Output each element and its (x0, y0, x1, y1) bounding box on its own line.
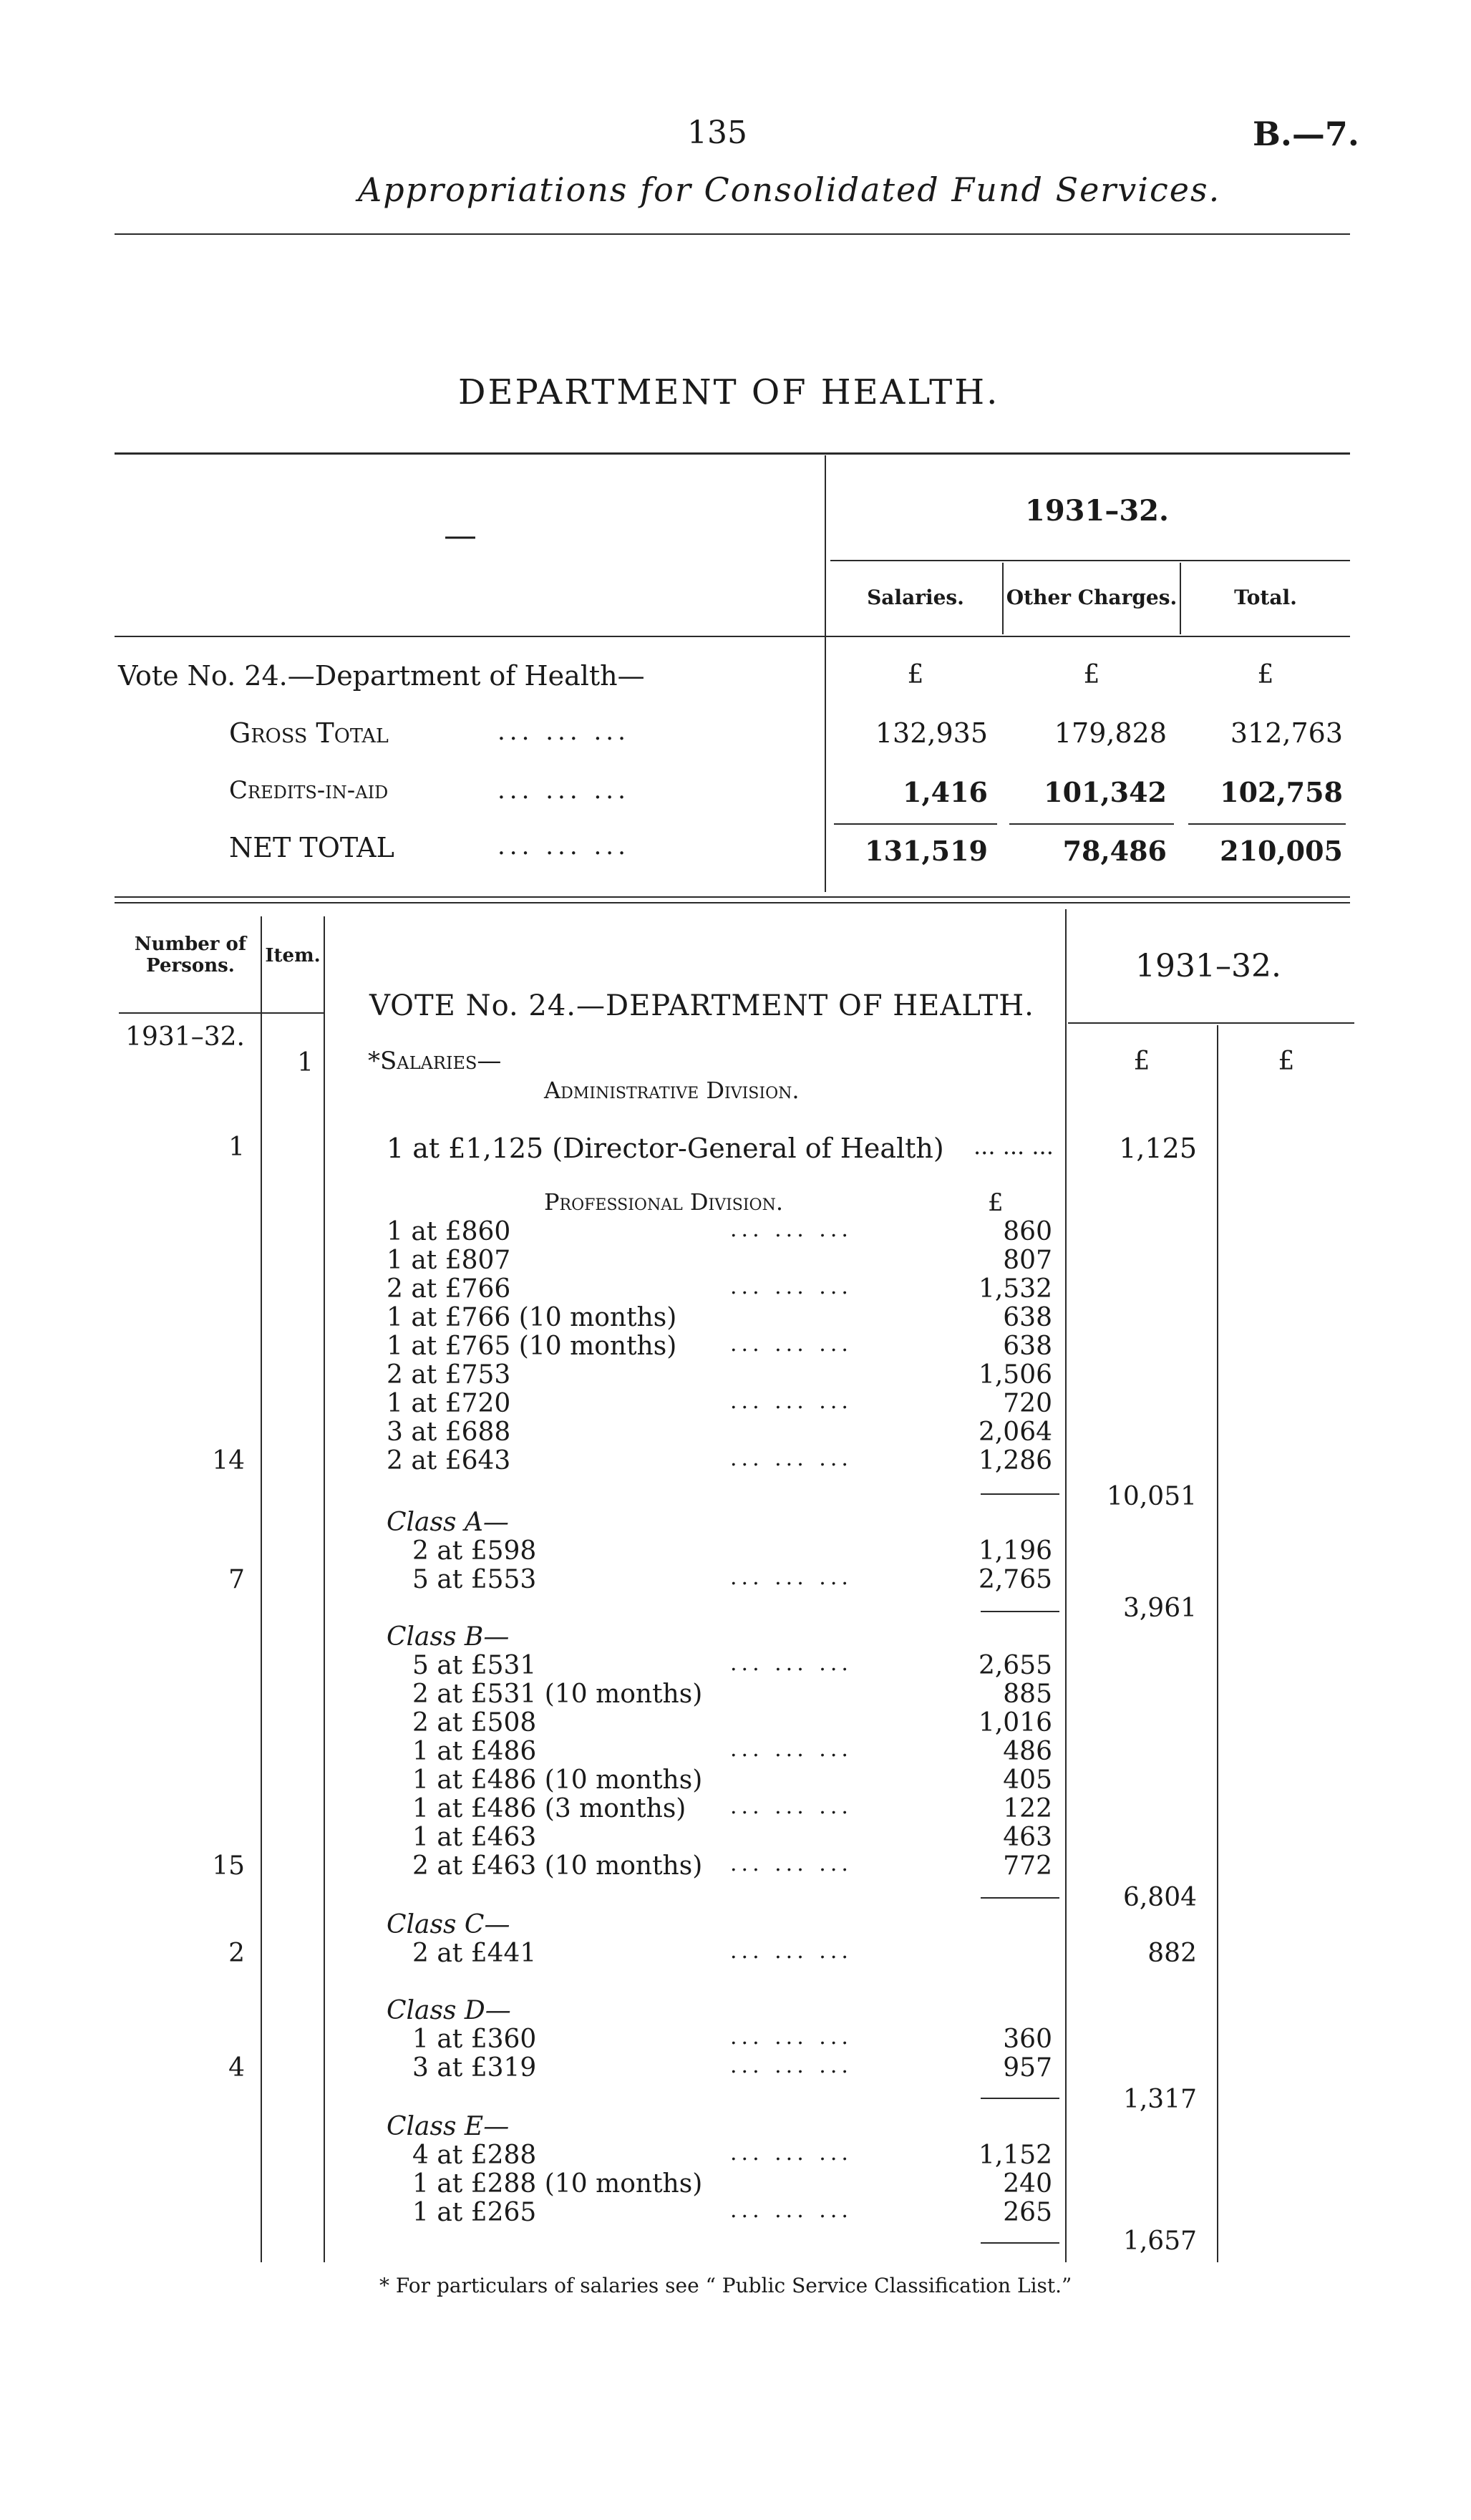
footnote: * For particulars of salaries see “ Public Service Classification List.” (379, 2274, 1072, 2297)
leader-dots: ... ... ... (730, 1389, 853, 1414)
line-text: 5 at £553 (412, 1565, 537, 1594)
line-amount: 1,506 (978, 1360, 1052, 1390)
line-amount: 720 (1003, 1389, 1052, 1418)
class-c-line: 2 at £441 (412, 1939, 537, 1968)
line-text: 1 at £860 (387, 1217, 511, 1246)
line-text: 2 at £508 (412, 1708, 537, 1738)
credits-in-aid-total: 102,758 (1220, 776, 1343, 808)
class-e-rule (981, 2242, 1059, 2244)
leader-dots: ... ... ... (730, 1794, 853, 1819)
line-amount: 957 (1003, 2053, 1052, 2083)
currency-total: £ (1257, 660, 1274, 689)
class-a-rule (981, 1611, 1059, 1612)
summary-col-other: Other Charges. (1006, 586, 1178, 609)
leader-dots: ... ... ... (730, 1274, 853, 1299)
currency-salaries: £ (907, 660, 924, 689)
class-d-rule (981, 2098, 1059, 2099)
class-d-total: 1,317 (1122, 2085, 1197, 2114)
line-text: 1 at £807 (387, 1246, 511, 1275)
line-text: 1 at £265 (412, 2198, 537, 2227)
net-total-label: NET TOTAL (229, 832, 394, 863)
class-c-total: 882 (1147, 1939, 1197, 1968)
line-text: 2 at £643 (387, 1446, 511, 1475)
currency-total-col: £ (1278, 1047, 1295, 1076)
line-amount: 1,532 (978, 1274, 1052, 1304)
prof-total: 10,051 (1107, 1482, 1197, 1511)
line-text: 1 at £288 (10 months) (412, 2169, 703, 2199)
page-reference: B.—7. (1253, 115, 1359, 153)
class-a-persons: 7 (228, 1565, 245, 1594)
line-amount: 1,152 (978, 2141, 1052, 2170)
summary-dash: — (444, 515, 477, 554)
class-b-rule (981, 1897, 1059, 1899)
line-amount: 2,765 (978, 1565, 1052, 1594)
gross-total-label: Gross Total (229, 717, 389, 749)
leader-dots: ... ... ... (730, 1851, 853, 1876)
prof-persons: 14 (212, 1446, 245, 1475)
line-amount: 265 (1003, 2198, 1052, 2227)
col-rule-persons (261, 916, 262, 2262)
gross-total-other: 179,828 (1054, 717, 1167, 749)
summary-divider (825, 455, 826, 892)
header-rule-persons (119, 1012, 325, 1014)
detail-vote-title: VOTE No. 24.—DEPARTMENT OF HEALTH. (369, 989, 1034, 1022)
class-b-persons: 15 (212, 1851, 245, 1881)
leader-dots: ... ... ... (497, 717, 630, 746)
class-b-total: 6,804 (1122, 1883, 1197, 1912)
line-text: 2 at £766 (387, 1274, 511, 1304)
admin-persons: 1 (228, 1133, 245, 1162)
page-heading: Appropriations for Consolidated Fund Services. (358, 170, 1221, 209)
net-rule-3 (1188, 823, 1346, 825)
leader-dots: ... ... ... (730, 1217, 853, 1242)
prof-subtotal-rule (981, 1493, 1059, 1495)
leader-dots: ... ... ... (730, 1737, 853, 1762)
leader-dots: ... ... ... (730, 1332, 853, 1357)
line-amount: 1,196 (978, 1536, 1052, 1566)
leader-dots: ... ... ... (730, 1565, 853, 1590)
line-text: 3 at £319 (412, 2053, 537, 2083)
line-text: 4 at £288 (412, 2141, 537, 2170)
admin-line: 1 at £1,125 (Director-General of Health) (387, 1133, 944, 1164)
class-d-persons: 4 (228, 2053, 245, 2083)
credits-in-aid-label: Credits-in-aid (229, 776, 389, 805)
line-text: 1 at £720 (387, 1389, 511, 1418)
line-amount: 2,655 (978, 1651, 1052, 1680)
header-rule-year (1068, 1022, 1354, 1024)
line-amount: 1,286 (978, 1446, 1052, 1475)
admin-amount: 1,125 (1119, 1133, 1197, 1164)
line-amount: 360 (1003, 2025, 1052, 2054)
credits-in-aid-other: 101,342 (1044, 776, 1167, 808)
leader-dots: ... ... ... (730, 1651, 853, 1676)
line-text: 1 at £765 (10 months) (387, 1332, 677, 1361)
net-total-total: 210,005 (1220, 835, 1343, 867)
summary-bottom-rule-2 (115, 902, 1350, 903)
col-rule-sub (1217, 1025, 1218, 2262)
net-total-salaries: 131,519 (865, 835, 988, 867)
line-amount: 638 (1003, 1303, 1052, 1332)
class-a-heading: Class A— (387, 1508, 509, 1537)
class-e-total: 1,657 (1122, 2226, 1197, 2256)
line-amount: 807 (1003, 1246, 1052, 1275)
leader-dots: ... ... ... (730, 2198, 853, 2223)
class-b-heading: Class B— (387, 1622, 510, 1652)
line-text: 1 at £766 (10 months) (387, 1303, 677, 1332)
col-item: Item. (265, 945, 321, 966)
line-text: 2 at £598 (412, 1536, 537, 1566)
header-rule (115, 233, 1350, 235)
line-text: 2 at £463 (10 months) (412, 1851, 703, 1881)
salaries-heading: *Salaries— (368, 1047, 502, 1075)
line-amount: 122 (1003, 1794, 1052, 1823)
leader-dots: ... ... ... (497, 776, 630, 805)
class-d-heading: Class D— (387, 1996, 511, 2025)
summary-bottom-rule (115, 896, 1350, 898)
line-text: 5 at £531 (412, 1651, 537, 1680)
line-text: 1 at £486 (412, 1737, 537, 1766)
prof-currency: £ (988, 1188, 1004, 1217)
net-total-other: 78,486 (1062, 835, 1167, 867)
line-amount: 2,064 (978, 1418, 1052, 1447)
leader-dots: ... ... ... (730, 2141, 853, 2166)
class-e-heading: Class E— (387, 2112, 510, 2141)
net-rule-1 (834, 823, 997, 825)
summary-col-salaries: Salaries. (867, 586, 964, 609)
line-text: 2 at £531 (10 months) (412, 1680, 703, 1709)
line-amount: 638 (1003, 1332, 1052, 1361)
class-c-heading: Class C— (387, 1910, 510, 1939)
line-amount: 405 (1003, 1765, 1052, 1795)
currency-sub: £ (1133, 1047, 1150, 1076)
summary-head-rule (115, 636, 1350, 637)
leader-dots: ... ... ... (730, 2025, 853, 2050)
admin-division-heading: Administrative Division. (544, 1077, 800, 1104)
line-text: 1 at £360 (412, 2025, 537, 2054)
col-rule-desc (1065, 909, 1067, 2262)
summary-top-rule (115, 452, 1350, 455)
line-amount: 463 (1003, 1823, 1052, 1852)
line-text: 2 at £753 (387, 1360, 511, 1390)
summary-year-rule (830, 560, 1350, 561)
col-number-of-persons: Number of Persons. (134, 934, 247, 976)
line-text: 1 at £486 (3 months) (412, 1794, 686, 1823)
line-amount: 486 (1003, 1737, 1052, 1766)
net-rule-2 (1009, 823, 1174, 825)
class-c-persons: 2 (228, 1939, 245, 1968)
gross-total-total: 312,763 (1230, 717, 1343, 749)
line-amount: 1,016 (978, 1708, 1052, 1738)
currency-other: £ (1083, 660, 1100, 689)
summary-col-total: Total. (1234, 586, 1297, 609)
line-amount: 860 (1003, 1217, 1052, 1246)
department-title: DEPARTMENT OF HEALTH. (458, 372, 1000, 412)
leader-dots: ... ... ... (974, 1133, 1054, 1160)
class-a-total: 3,961 (1122, 1594, 1197, 1623)
credits-in-aid-salaries: 1,416 (903, 776, 988, 808)
professional-division-heading: Professional Division. (544, 1188, 784, 1216)
page-number: 135 (687, 115, 747, 151)
line-amount: 885 (1003, 1680, 1052, 1709)
leader-dots: ... ... ... (497, 832, 630, 861)
line-text: 1 at £486 (10 months) (412, 1765, 703, 1795)
leader-dots: ... ... ... (730, 1939, 853, 1964)
leader-dots: ... ... ... (730, 1446, 853, 1471)
line-amount: 240 (1003, 2169, 1052, 2199)
line-amount: 772 (1003, 1851, 1052, 1881)
leader-dots: ... ... ... (730, 2053, 853, 2078)
line-text: 3 at £688 (387, 1418, 511, 1447)
summary-year: 1931–32. (1025, 494, 1169, 528)
item-number: 1 (297, 1048, 314, 1077)
detail-year: 1931–32. (1135, 948, 1281, 984)
gross-total-salaries: 132,935 (875, 717, 988, 749)
vote-label: Vote No. 24.—Department of Health— (118, 660, 645, 692)
col-rule-item (324, 916, 325, 2262)
persons-year: 1931–32. (125, 1022, 245, 1052)
line-text: 1 at £463 (412, 1823, 537, 1852)
